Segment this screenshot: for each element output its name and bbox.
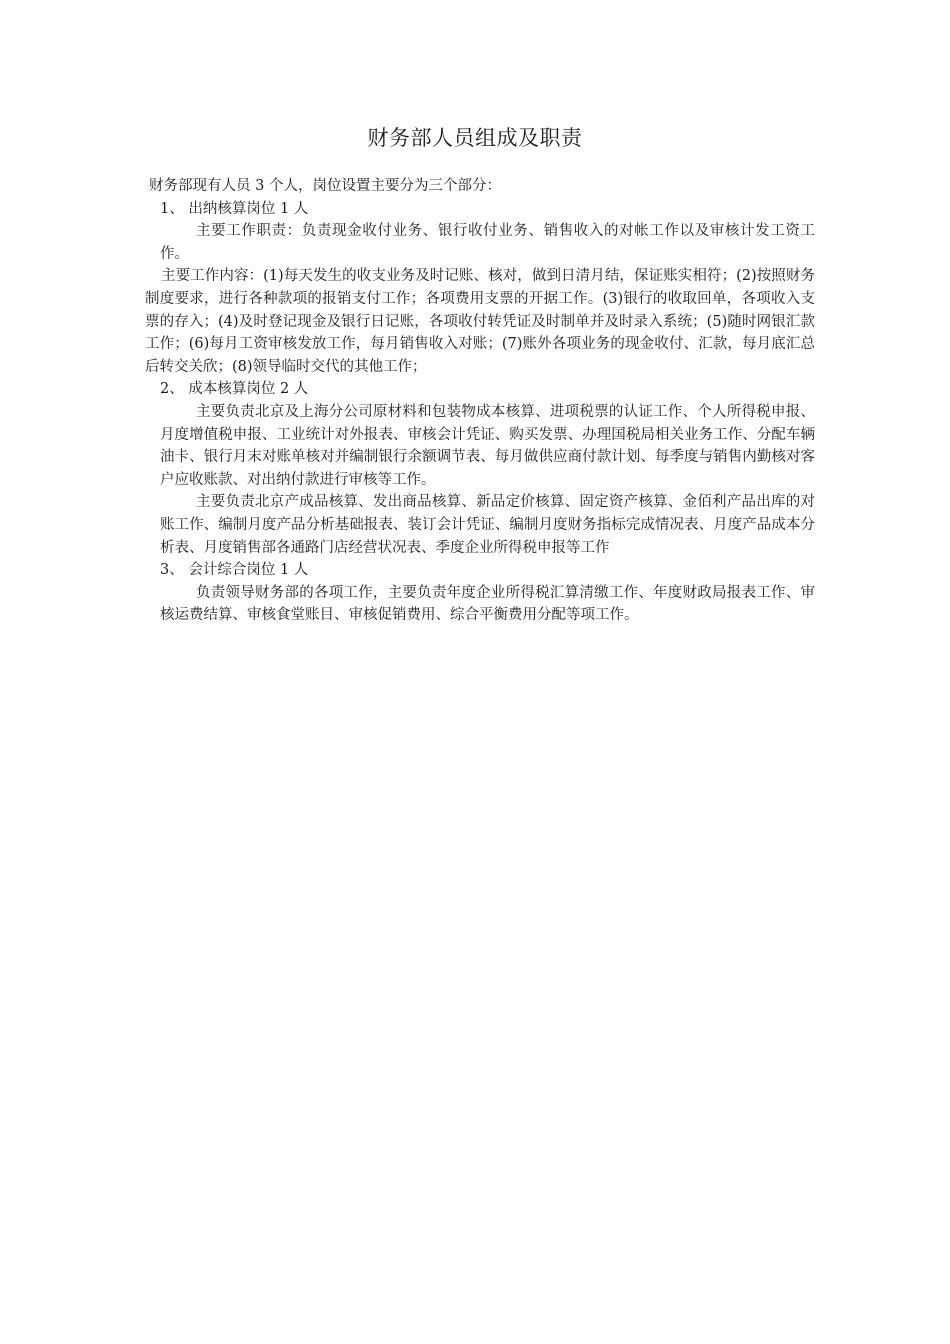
section-2-heading: 2、 成本核算岗位 2 人 [160,381,309,398]
document-title: 财务部人员组成及职责 [367,126,583,150]
section-1-heading: 1、 出纳核算岗位 1 人 [160,200,309,217]
section-3-paragraph: 负责领导财务部的各项工作，主要负责年度企业所得税汇算清缴工作、年度财政局报表工作、审核运费结算、审核食堂账目、审核促销费用、综合平衡费用分配等项工作。 [160,584,815,624]
section-3-heading: 3、 会计综合岗位 1 人 [160,562,309,579]
document-body [145,175,815,627]
section-1-duties: 主要工作职责：负责现金收付业务、银行收付业务、销售收入的对帐工作以及审核计发工资工作。 [160,223,815,262]
section-1-main-work: 主要工作内容：(1)每天发生的收支业务及时记账、核对，做到日清月结，保证账实相符；(2)按照财务制度要求，进行各种款项的报销支付工作；各项费用支票的开据工作。(3)银行的收取回单，各项收入支票的存入；(4)及时登记现金及银行日记账，各项收付转凭证及时制单并及时录入系统；(5)随时网银汇款工作；(6)每月工资审核发放工作，每月销售收入对账；(7)账外各项业务的现金收付、汇款，每月底汇总后转交关欣；(8)领导临时交代的其他工作； [145,268,815,375]
section-2-paragraph-1: 主要负责北京及上海分公司原材料和包装物成本核算、进项税票的认证工作、个人所得税申报、月度增值税申报、工业统计对外报表、审核会计凭证、购买发票、办理国税局相关业务工作、分配车辆油卡、银行月末对账单核对并编制银行余额调节表、每月做供应商付款计划、每季度与销售内勤核对客户应收账款、对出纳付款进行审核等工作。 [160,403,815,488]
section-2-paragraph-2: 主要负责北京产成品核算、发出商品核算、新品定价核算、固定资产核算、金佰利产品出库的对账工作、编制月度产品分析基础报表、装订会计凭证、编制月度财务指标完成情况表、月度产品成本分析表、月度销售部各通路门店经营状况表、季度企业所得税申报等工作 [160,494,815,556]
intro-paragraph: 财务部现有人员 3 个人，岗位设置主要分为三个部分： [149,178,501,194]
